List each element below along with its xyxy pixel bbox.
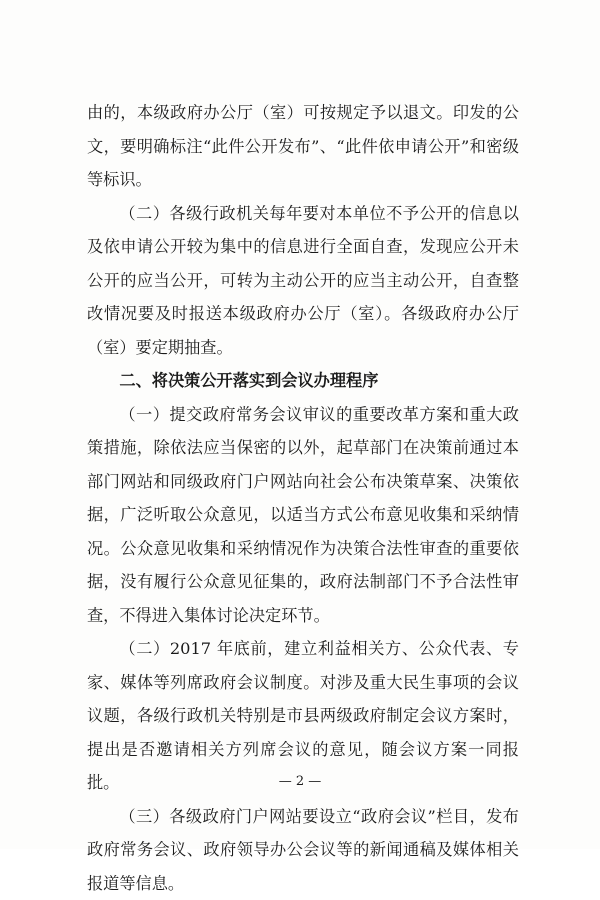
- paragraph-self-inspection: （二）各级行政机关每年要对本单位不予公开的信息以及依申请公开较为集中的信息进行全面自查，发现应公开未公开的应当公开，可转为主动公开的应当主动公开，自查整改情况要及时报送本级政府办公厅（室）。各级政府办公厅（室）要定期抽查。: [87, 197, 519, 365]
- paragraph-policy-submission: （一）提交政府常务会议审议的重要改革方案和重大政策措施，除依法应当保密的以外，起草部门在决策前通过本部门网站和同级政府门户网站向社会公布决策草案、决策依据，广泛听取公众意见，以适当方式公布意见收集和采纳情况。公众意见收集和采纳情况作为决策合法性审查的重要依据，没有履行公众意见征集的，政府法制部门不予合法性审查，不得进入集体讨论决定环节。: [87, 398, 519, 633]
- page-number: — 2 —: [0, 774, 600, 789]
- paragraph-continuation: 由的，本级政府办公厅（室）可按规定予以退文。印发的公文，要明确标注“此件公开发布”、“此件依申请公开”和密级等标识。: [87, 96, 519, 197]
- paragraph-attendance-system: （二）2017 年底前，建立利益相关方、公众代表、专家、媒体等列席政府会议制度。对涉及重大民生事项的会议议题，各级行政机关特别是市县两级政府制定会议方案时，提出是否邀请相关方列席会议的意见，随会议方案一同报批。: [87, 632, 519, 800]
- section-heading: 二、将决策公开落实到会议办理程序: [87, 364, 519, 398]
- paragraph-government-meeting-column: （三）各级政府门户网站要设立“政府会议”栏目，发布政府常务会议、政府领导办公会议等的新闻通稿及媒体相关报道等信息。: [87, 800, 519, 900]
